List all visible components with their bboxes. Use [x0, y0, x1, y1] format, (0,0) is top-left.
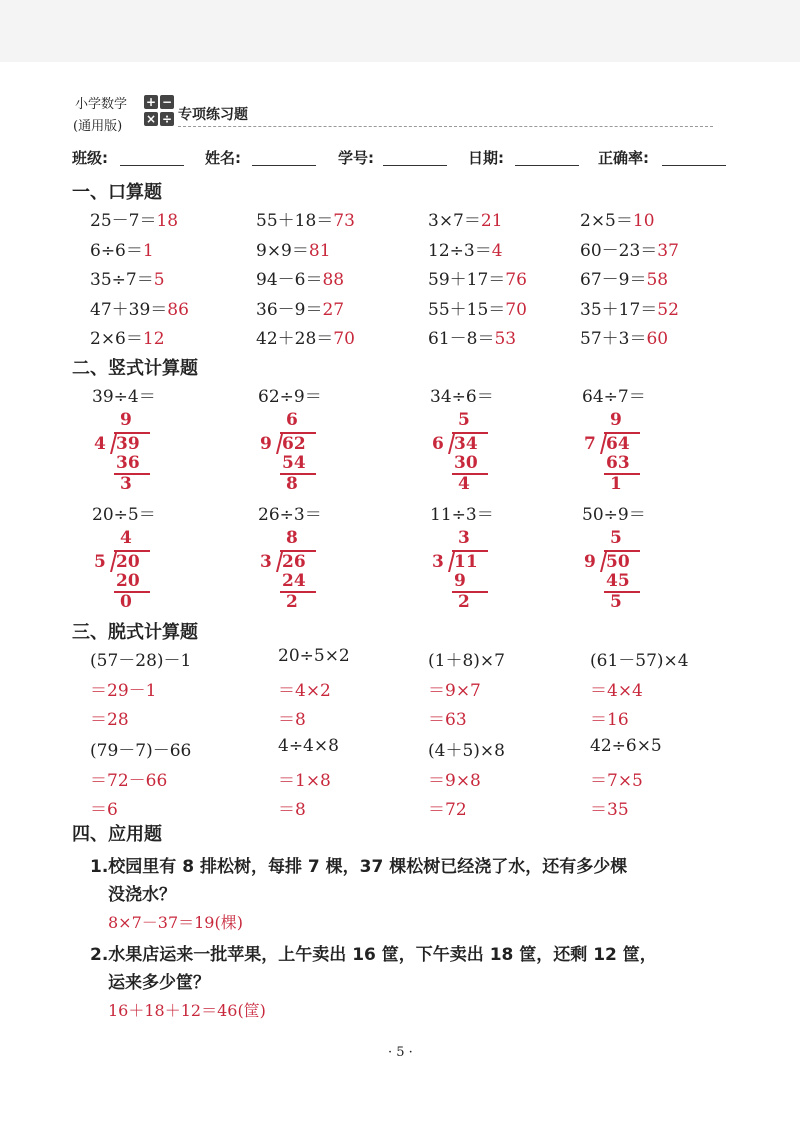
steps-question: (79－7)－66	[90, 741, 192, 761]
long-division-dividend: 64	[606, 434, 630, 454]
section-word-problems-title: 四、应用题	[72, 824, 162, 845]
oral-question: 47＋39＝	[90, 299, 168, 320]
oral-question: 59＋17＝	[428, 270, 506, 290]
long-division-divisor: 3	[432, 552, 444, 572]
steps-line2: ＝28	[90, 710, 129, 730]
brand-line2: (通用版)	[73, 119, 123, 134]
class-label: 班级:	[72, 149, 108, 167]
oral-answer[interactable]: 4	[491, 240, 503, 261]
long-division-remainder: 2	[286, 592, 298, 612]
long-division-question: 50÷9＝	[582, 505, 646, 525]
long-division-product: 36	[116, 453, 140, 473]
oral-question: 25－7＝	[90, 211, 157, 231]
oral-question: 3×7＝	[428, 211, 481, 231]
long-division-divisor: 9	[260, 434, 272, 454]
student-id-blank[interactable]	[383, 165, 447, 166]
oral-item	[90, 206, 178, 231]
plus-icon: +	[145, 95, 157, 109]
long-division-dividend: 39	[116, 434, 140, 454]
section-long-division-title: 二、竖式计算题	[72, 358, 198, 379]
steps-line2: ＝72	[428, 800, 467, 820]
oral-answer[interactable]: 70	[333, 329, 355, 349]
long-division-question: 26÷3＝	[258, 505, 322, 525]
oral-question: 61－8＝	[428, 329, 495, 349]
date-blank[interactable]	[515, 165, 579, 166]
word-problem-1-line2: 没浇水？	[108, 885, 176, 905]
steps-question: (1＋8)×7	[428, 651, 505, 671]
long-division-quotient: 3	[458, 528, 470, 548]
word-problem-2-answer: 16＋18＋12＝46(筐)	[108, 1001, 266, 1020]
oral-item	[90, 324, 165, 349]
oral-item	[580, 265, 668, 290]
steps-question: 20÷5×2	[278, 646, 350, 666]
oral-question: 2×5＝	[580, 211, 633, 231]
oral-question: 55＋18＝	[256, 211, 334, 231]
steps-line1: ＝72－66	[90, 771, 168, 791]
long-division-dividend: 11	[454, 552, 478, 572]
oral-answer[interactable]: 12	[142, 329, 165, 349]
oral-question: 6÷6＝	[90, 240, 143, 261]
steps-question: (4＋5)×8	[428, 741, 505, 761]
long-division-divisor: 3	[260, 552, 272, 572]
oral-question: 57＋3＝	[580, 329, 647, 349]
oral-question: 9×9＝	[256, 240, 309, 261]
oral-item	[256, 324, 355, 349]
long-division-quotient: 5	[610, 528, 622, 548]
long-division-question: 62÷9＝	[258, 387, 322, 407]
accuracy-blank[interactable]	[662, 165, 726, 166]
divide-icon: ÷	[161, 112, 173, 126]
oral-item	[256, 265, 344, 290]
oral-item	[90, 236, 154, 261]
oral-item	[90, 295, 189, 320]
steps-question: 4÷4×8	[278, 736, 339, 756]
oral-answer[interactable]: 86	[167, 299, 189, 320]
long-division-divisor: 5	[94, 552, 106, 572]
long-division-product: 63	[606, 453, 630, 473]
minus-icon: −	[161, 95, 173, 109]
oral-item	[580, 295, 679, 320]
long-division-question: 34÷6＝	[430, 387, 494, 407]
long-division-product: 24	[282, 571, 306, 591]
oral-answer[interactable]: 76	[505, 270, 527, 290]
oral-answer[interactable]: 60	[646, 329, 669, 349]
long-division-quotient: 8	[286, 528, 298, 548]
oral-question: 35÷7＝	[90, 270, 154, 290]
oral-item	[580, 206, 655, 231]
steps-line2: ＝6	[90, 800, 118, 820]
long-division-divisor: 4	[94, 434, 106, 454]
oral-item	[428, 236, 503, 261]
accuracy-label: 正确率:	[598, 149, 649, 167]
class-blank[interactable]	[120, 165, 184, 166]
oral-question: 35＋17＝	[580, 299, 658, 320]
long-division-question: 20÷5＝	[92, 505, 156, 525]
date-label: 日期:	[468, 149, 504, 167]
long-division-product: 20	[116, 571, 140, 591]
steps-line1: ＝9×7	[428, 681, 481, 701]
oral-answer[interactable]: 18	[156, 211, 179, 231]
long-division-divisor: 6	[432, 434, 444, 454]
long-division-quotient: 9	[120, 410, 132, 430]
oral-item	[90, 265, 165, 290]
long-division-product: 9	[454, 571, 466, 591]
oral-question: 60－23＝	[580, 240, 658, 261]
oral-question: 2×6＝	[90, 329, 143, 349]
long-division-remainder: 3	[120, 474, 132, 494]
long-division-quotient: 4	[120, 528, 132, 548]
long-division-dividend: 62	[282, 434, 306, 454]
long-division-remainder: 0	[120, 592, 132, 612]
oral-item	[428, 206, 503, 231]
steps-line1: ＝9×8	[428, 771, 481, 791]
oral-item	[256, 236, 331, 261]
oral-answer[interactable]: 53	[494, 329, 517, 349]
word-problem-2-line2: 运来多少筐？	[108, 973, 210, 993]
steps-line1: ＝4×2	[278, 681, 331, 701]
long-division-product: 45	[606, 571, 630, 591]
oral-item	[428, 324, 516, 349]
oral-answer[interactable]: 58	[646, 270, 669, 290]
oral-question: 12÷3＝	[428, 240, 492, 261]
long-division-quotient: 6	[286, 410, 298, 430]
oral-item	[256, 206, 355, 231]
brand-line1: 小学数学	[75, 97, 128, 112]
oral-answer[interactable]: 27	[322, 299, 345, 320]
oral-question: 94－6＝	[256, 270, 323, 290]
header-divider	[178, 126, 713, 127]
oral-answer[interactable]: 21	[480, 211, 503, 231]
steps-line2: ＝8	[278, 710, 306, 730]
oral-item	[256, 295, 344, 320]
oral-answer[interactable]: 70	[505, 299, 527, 320]
oral-answer[interactable]: 88	[322, 270, 345, 290]
operations-logo	[144, 95, 176, 129]
long-division-remainder: 8	[286, 474, 298, 494]
long-division-question: 39÷4＝	[92, 387, 156, 407]
page-number: · 5 ·	[388, 1045, 413, 1060]
long-division-dividend: 34	[454, 434, 478, 454]
long-division-question: 64÷7＝	[582, 387, 646, 407]
oral-question: 55＋15＝	[428, 299, 506, 320]
long-division-remainder: 5	[610, 592, 622, 612]
steps-line1: ＝7×5	[590, 771, 643, 791]
oral-item	[580, 324, 668, 349]
steps-line2: ＝35	[590, 800, 629, 820]
oral-answer[interactable]: 81	[308, 240, 331, 261]
section-steps-title: 三、脱式计算题	[72, 622, 198, 643]
long-division-divisor: 7	[584, 434, 596, 454]
times-icon: ×	[145, 112, 157, 126]
long-division-quotient: 5	[458, 410, 470, 430]
long-division-divisor: 9	[584, 552, 596, 572]
steps-question: (61－57)×4	[590, 651, 689, 671]
oral-answer[interactable]: 10	[632, 211, 655, 231]
oral-item	[580, 236, 679, 261]
long-division-remainder: 2	[458, 592, 470, 612]
oral-item	[428, 265, 527, 290]
oral-answer[interactable]: 1	[142, 240, 154, 261]
steps-line2: ＝16	[590, 710, 629, 730]
steps-line1: ＝29－1	[90, 681, 157, 701]
word-problem-2-line1: 2.水果店运来一批苹果，上午卖出 16 筐，下午卖出 18 筐，还剩 12 筐，	[90, 945, 657, 965]
word-problem-1-answer: 8×7－37＝19(棵)	[108, 913, 243, 932]
name-blank[interactable]	[252, 165, 316, 166]
steps-question: 42÷6×5	[590, 736, 662, 756]
oral-question: 36－9＝	[256, 299, 323, 320]
oral-answer[interactable]: 52	[657, 299, 679, 320]
oral-answer[interactable]: 5	[153, 270, 165, 290]
oral-question: 67－9＝	[580, 270, 647, 290]
steps-line1: ＝1×8	[278, 771, 331, 791]
oral-question: 42＋28＝	[256, 329, 334, 349]
long-division-remainder: 1	[610, 474, 622, 494]
student-id-label: 学号:	[338, 149, 374, 167]
long-division-dividend: 50	[606, 552, 630, 572]
steps-line1: ＝4×4	[590, 681, 643, 701]
long-division-remainder: 4	[458, 474, 470, 494]
steps-line2: ＝8	[278, 800, 306, 820]
name-label: 姓名:	[205, 149, 241, 167]
long-division-question: 11÷3＝	[430, 505, 494, 525]
section-oral-title: 一、口算题	[72, 182, 162, 203]
oral-answer[interactable]: 37	[657, 240, 679, 261]
oral-answer[interactable]: 73	[333, 211, 355, 231]
long-division-quotient: 9	[610, 410, 622, 430]
steps-question: (57－28)－1	[90, 651, 192, 671]
long-division-product: 54	[282, 453, 306, 473]
long-division-dividend: 20	[116, 552, 140, 572]
header-title: 专项练习题	[178, 107, 248, 123]
oral-item	[428, 295, 527, 320]
word-problem-1-line1: 1.校园里有 8 排松树，每排 7 棵，37 棵松树已经浇了水，还有多少棵	[90, 857, 628, 877]
long-division-dividend: 26	[282, 552, 306, 572]
long-division-product: 30	[454, 453, 478, 473]
steps-line2: ＝63	[428, 710, 467, 730]
